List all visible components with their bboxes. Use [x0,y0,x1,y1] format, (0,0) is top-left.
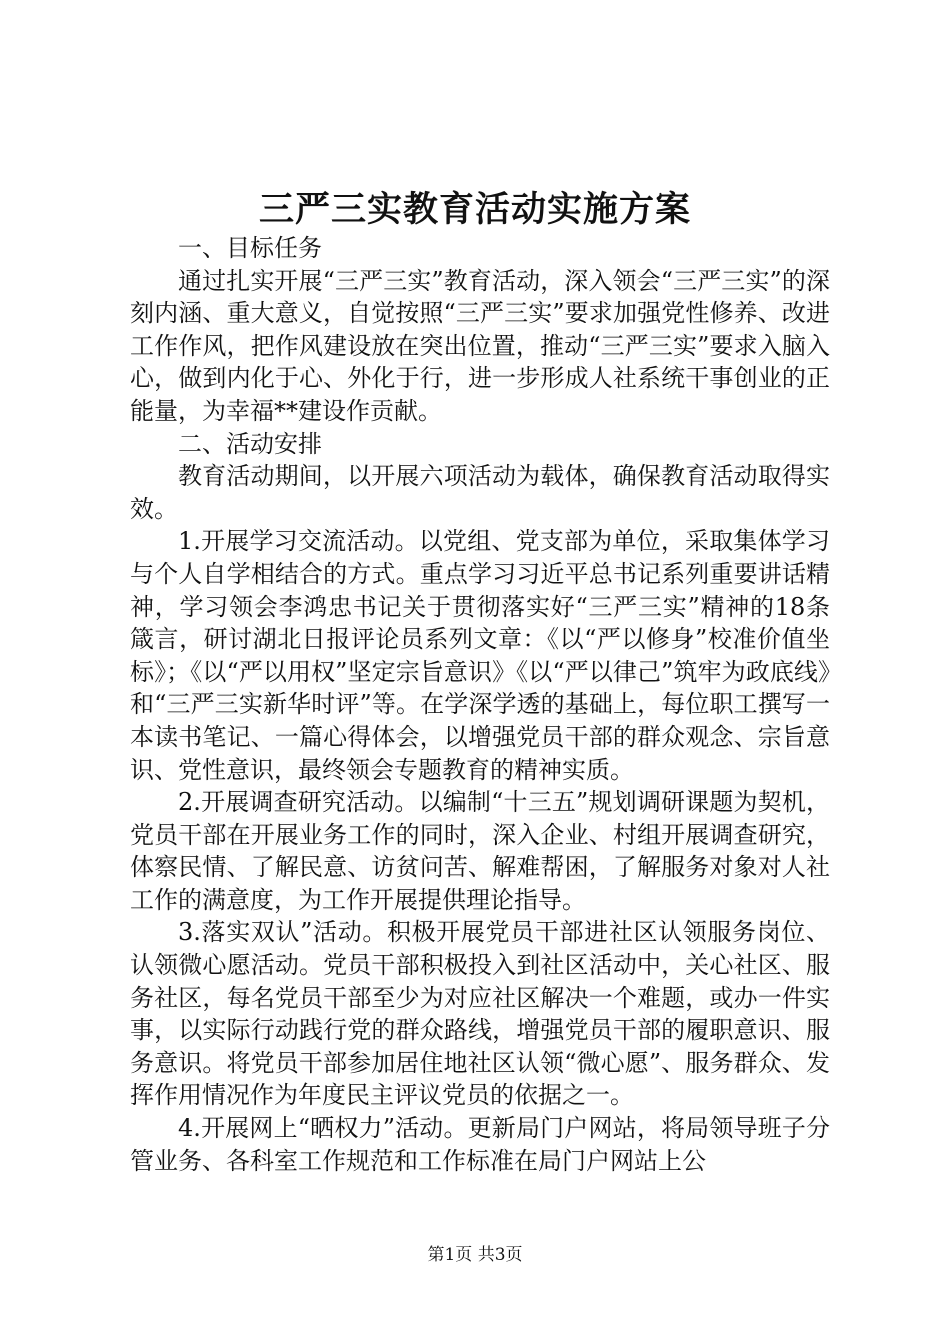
document-body [130,232,830,1177]
paragraph-item-3: 3.落实双认”活动。积极开展党员干部进社区认领服务岗位、认领微心愿活动。党员干部积极投入到社区活动中，关心社区、服务社区，每名党员干部至少为对应社区解决一个难题，或办一件实事，以实际行动践行党的群众路线，增强党员干部的履职意识、服务意识。将党员干部参加居住地社区认领“微心愿”、服务群众、发挥作用情况作为年度民主评议党员的依据之一。 [130,918,830,1110]
paragraph-item-2: 2.开展调查研究活动。以编制“十三五”规划调研课题为契机，党员干部在开展业务工作的同时，深入企业、村组开展调查研究，体察民情、了解民意、访贫问苦、解难帮困，了解服务对象对人社工作的满意度，为工作开展提供理论指导。 [130,788,830,914]
section-heading-goals: 一、目标任务 [178,234,322,262]
paragraph-item-4: 4.开展网上“晒权力”活动。更新局门户网站，将局领导班子分管业务、各科室工作规范和工作标准在局门户网站上公 [130,1114,830,1175]
paragraph-activities-intro: 教育活动期间，以开展六项活动为载体，确保教育活动取得实效。 [130,462,830,523]
page-footer: 第1页 共3页 [427,1245,523,1265]
section-heading-activities: 二、活动安排 [178,429,322,458]
paragraph-item-1: 1.开展学习交流活动。以党组、党支部为单位，采取集体学习与个人自学相结合的方式。重点学习习近平总书记系列重要讲话精神，学习领会李鸿忠书记关于贯彻落实好“三严三实”精神的18条箴言，研讨湖北日报评论员系列文章：《以“严以修身”校准价值坐标》；《以“严以用权”坚定宗旨意识》《以“严以律己”筑牢为政底线》和“三严三实新华时评”等。在学深学透的基础上，每位职工撰写一本读书笔记、一篇心得体会，以增强党员干部的群众观念、宗旨意识、党性意识，最终领会专题教育的精神实质。 [130,527,830,784]
document-title: 三严三实教育活动实施方案 [258,189,691,230]
paragraph-goals: 通过扎实开展“三严三实”教育活动，深入领会“三严三实”的深刻内涵、重大意义，自觉按照“三严三实”要求加强党性修养、改进工作作风，把作风建设放在突出位置，推动“三严三实”要求入脑入心，做到内化于心、外化于行，进一步形成人社系统干事创业的正能量，为幸福**建设作贡献。 [130,266,830,425]
